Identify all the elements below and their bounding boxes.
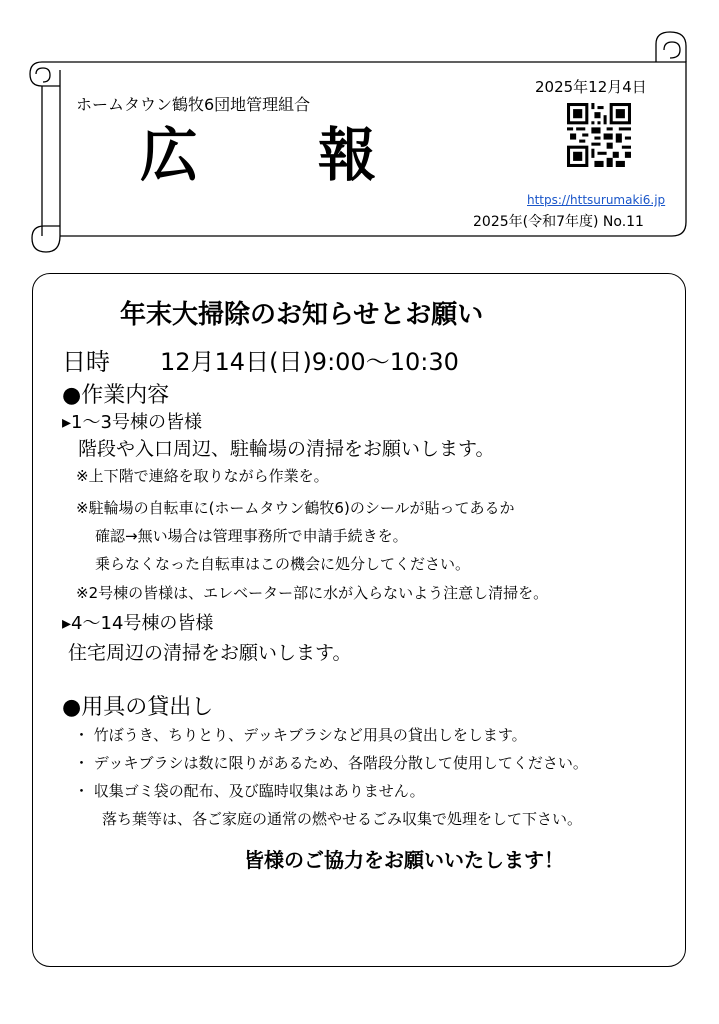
closing-message: 皆様のご協力をお願いいたします！ bbox=[244, 848, 564, 872]
tools-item: ・ 収集ゴミ袋の配布、及び臨時収集はありません。 bbox=[74, 782, 425, 800]
notice-headline: 年末大掃除のお知らせとお願い bbox=[120, 300, 484, 330]
group1-note: 乗らなくなった自転車はこの機会に処分してください。 bbox=[95, 555, 471, 573]
group1-note: ※2号棟の皆様は、エレベーター部に水が入らないよう注意し清掃を。 bbox=[76, 584, 549, 602]
website-link[interactable]: https://httsurumaki6.jp bbox=[527, 193, 666, 207]
tools-item: ・ デッキブラシは数に限りがあるため、各階段分散して使用してください。 bbox=[74, 754, 588, 772]
group1-note: ※駐輪場の自転車に(ホームタウン鶴牧6)のシールが貼ってあるか bbox=[76, 499, 515, 517]
work-heading: ●作業内容 bbox=[62, 383, 170, 408]
tools-item: ・ 竹ぼうき、ちりとり、デッキブラシなど用具の貸出しをします。 bbox=[74, 726, 527, 744]
organization-name: ホームタウン鶴牧6団地管理組合 bbox=[76, 95, 311, 114]
group1-note: ※上下階で連絡を取りながら作業を。 bbox=[76, 467, 329, 485]
datetime-value: 12月14日(日)9:00〜10:30 bbox=[160, 348, 459, 376]
qr-code-icon bbox=[567, 103, 631, 167]
tools-note: 落ち葉等は、各ご家庭の通常の燃やせるごみ収集で処理をして下さい。 bbox=[102, 810, 583, 828]
group2-text: 住宅周辺の清掃をお願いします。 bbox=[68, 642, 352, 664]
group2-heading: ▸4〜14号棟の皆様 bbox=[62, 613, 214, 634]
group1-text: 階段や入口周辺、駐輪場の清掃をお願いします。 bbox=[78, 438, 495, 460]
issue-date: 2025年12月4日 bbox=[535, 78, 647, 96]
group1-heading: ▸1〜3号棟の皆様 bbox=[62, 412, 202, 433]
newsletter-title: 広報 bbox=[140, 121, 497, 189]
tools-heading: ●用具の貸出し bbox=[62, 695, 214, 720]
issue-number: 2025年(令和7年度) No.11 bbox=[473, 214, 644, 230]
group1-note: 確認→無い場合は管理事務所で申請手続きを。 bbox=[95, 527, 408, 545]
event-datetime bbox=[62, 342, 459, 377]
datetime-label: 日時 bbox=[62, 348, 110, 376]
